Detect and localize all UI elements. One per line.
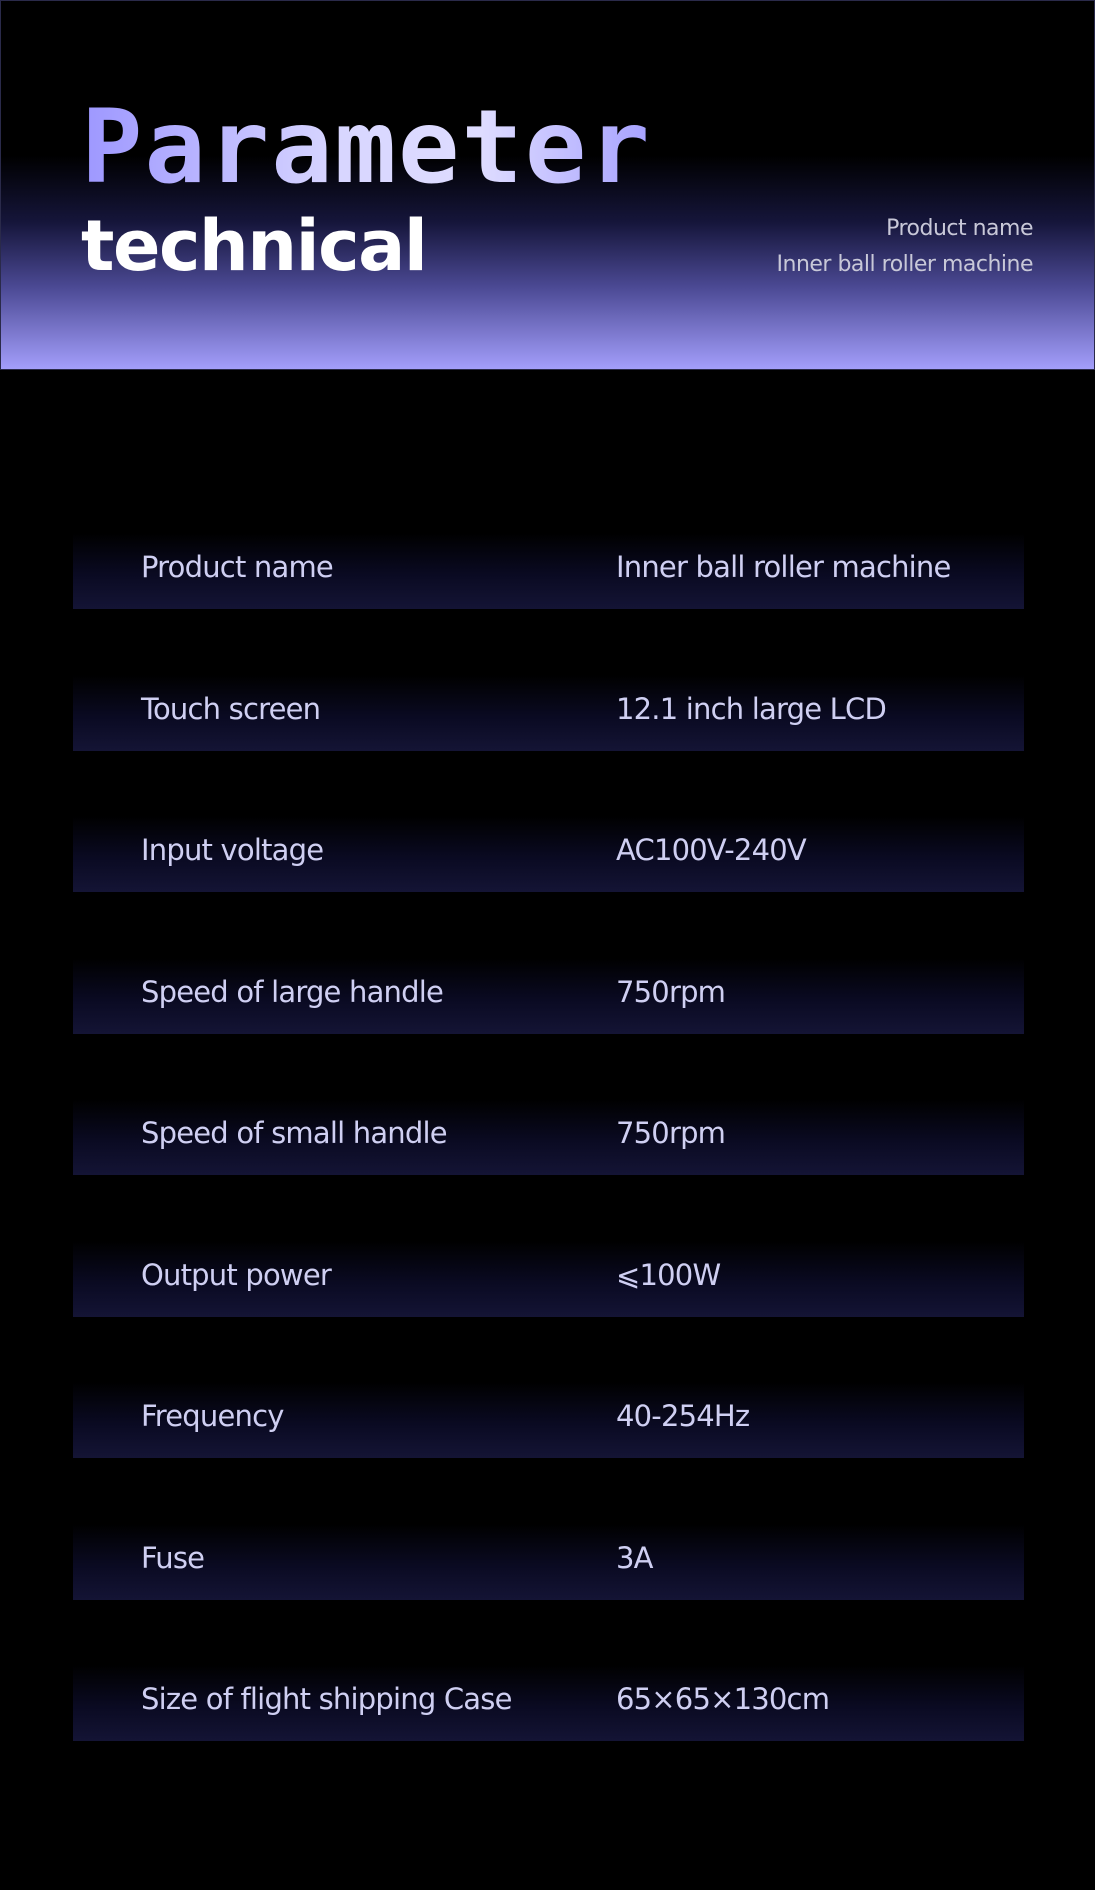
spec-label: Fuse bbox=[141, 1540, 205, 1575]
spec-row-product-name bbox=[73, 533, 1024, 609]
spec-label: Speed of large handle bbox=[141, 974, 444, 1009]
product-summary-value: Inner ball roller machine bbox=[776, 252, 1033, 277]
spec-label: Speed of small handle bbox=[141, 1116, 447, 1150]
page-subtitle: technical bbox=[81, 205, 427, 287]
spec-label: Touch screen bbox=[141, 691, 321, 726]
spec-value: AC100V-240V bbox=[616, 833, 806, 867]
product-summary bbox=[777, 211, 1033, 283]
spec-value: 40-254Hz bbox=[616, 1399, 750, 1433]
spec-value: ⩽100W bbox=[616, 1257, 721, 1292]
spec-row-small-handle-speed bbox=[73, 1099, 1024, 1175]
spec-value: Inner ball roller machine bbox=[616, 550, 951, 584]
spec-label: Input voltage bbox=[141, 833, 324, 867]
spec-value: 750rpm bbox=[616, 974, 726, 1009]
spec-label: Size of flight shipping Case bbox=[141, 1682, 512, 1716]
page-title: Parameter bbox=[81, 88, 652, 207]
spec-value: 750rpm bbox=[616, 1116, 726, 1150]
spec-label: Product name bbox=[141, 550, 333, 584]
spec-row-input-voltage bbox=[73, 816, 1024, 892]
spec-row-large-handle-speed bbox=[73, 958, 1024, 1034]
spec-row-output-power bbox=[73, 1241, 1024, 1317]
spec-value: 3A bbox=[616, 1540, 653, 1575]
spec-value: 12.1 inch large LCD bbox=[616, 691, 887, 726]
spec-label: Output power bbox=[141, 1257, 331, 1292]
spec-row-touch-screen bbox=[73, 675, 1024, 751]
spec-value: 65×65×130cm bbox=[616, 1682, 830, 1716]
spec-row-shipping-case-size bbox=[73, 1665, 1024, 1741]
product-summary-label: Product name bbox=[886, 216, 1033, 241]
header-banner bbox=[0, 0, 1095, 370]
spec-table bbox=[73, 533, 1024, 1807]
spec-row-fuse bbox=[73, 1524, 1024, 1600]
spec-label: Frequency bbox=[141, 1399, 284, 1433]
spec-row-frequency bbox=[73, 1382, 1024, 1458]
